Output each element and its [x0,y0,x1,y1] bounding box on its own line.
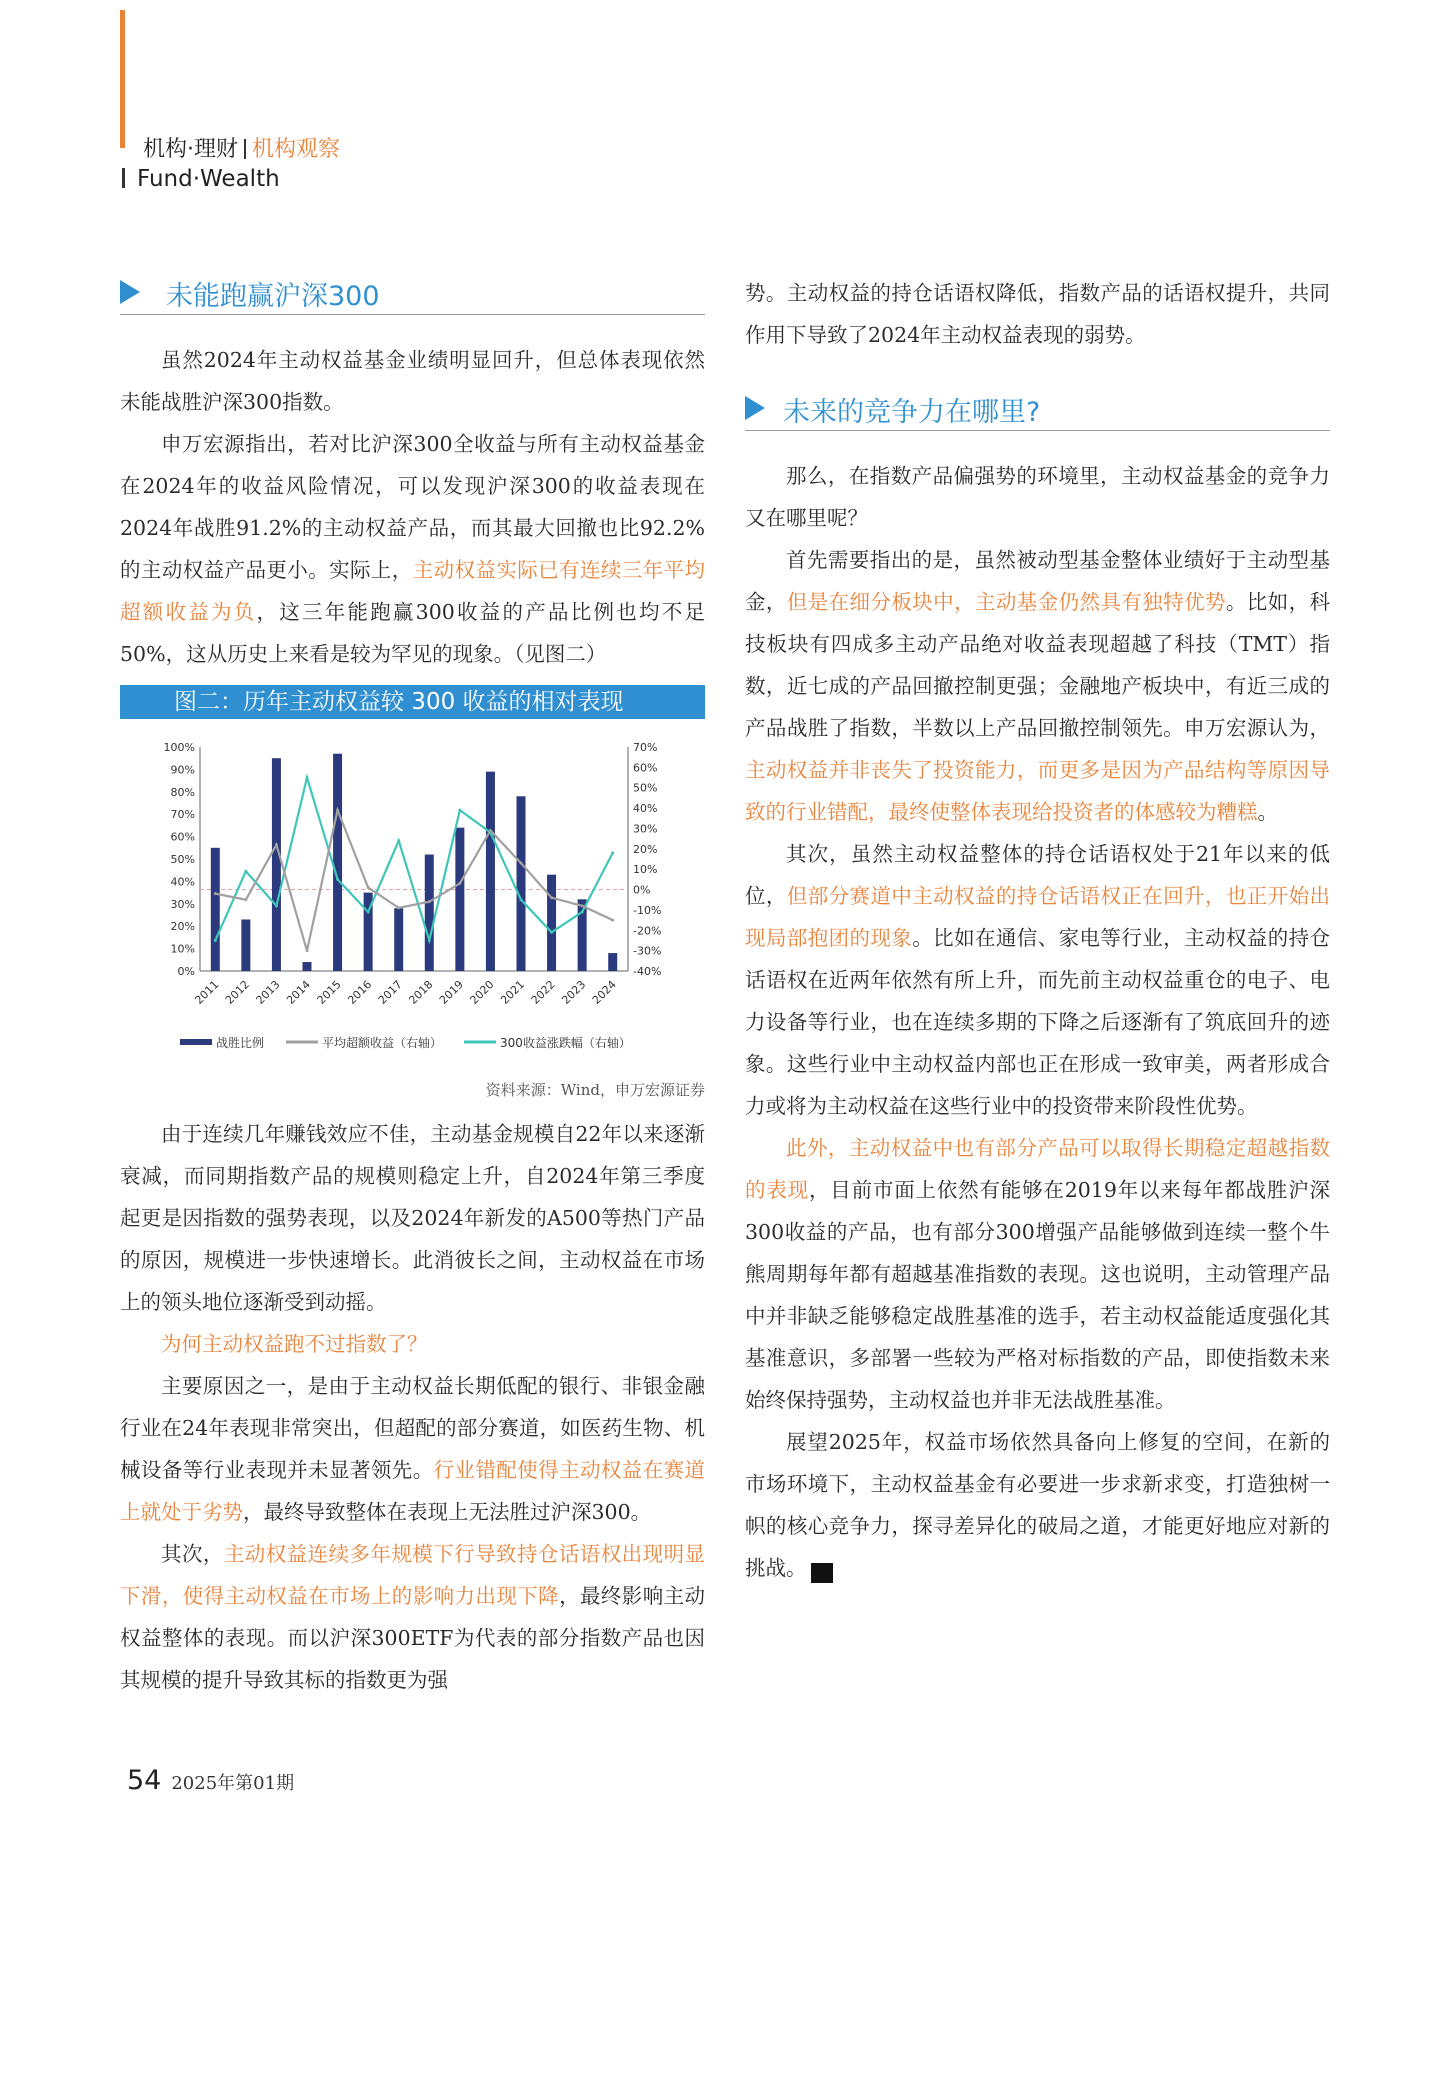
section-heading-left [120,272,705,315]
bar [272,758,281,971]
series-avg-line-point [520,862,523,865]
series-300-line-point [581,910,584,913]
text-run: 。比如，科技板块有四成多主动产品绝对收益表现超越了科技（TMT）指数，近七成的产品回撤控制更强；金融地产板块中，有近三成的产品战胜了指数，半数以上产品回撤控制领先。申万宏源认为， [745,590,1331,740]
x-tick-label: 2011 [192,977,222,1007]
bar [517,796,526,971]
left-tick-label: 100% [163,741,195,754]
series-avg-line-point [336,809,339,812]
x-tick-label: 2015 [314,977,344,1007]
right-tick-label: -20% [633,924,662,938]
left-tick-label: 30% [170,897,195,911]
highlighted-text: 但部分赛道中主动权益的持仓话语权正在回升，也正开始出现局部抱团的现象 [745,884,1331,950]
header-section [143,132,340,163]
bar [241,919,250,971]
left-tick-label: 70% [170,808,195,822]
x-tick-label: 2019 [436,977,466,1007]
bar [547,875,556,971]
end-mark-icon: A [811,1563,833,1583]
paragraph: 由于连续几年赚钱效应不佳，主动基金规模自22年以来逐渐衰减，而同期指数产品的规模则稳定上升，自2024年第三季度起更是因指数的强势表现，以及2024年新发的A500等热门产品的原因，规模进一步快速增长。此消彼长之间，主动权益在市场上的领头地位逐渐受到动摇。 [120,1122,705,1314]
bar [455,828,464,971]
text-run: ，最终导致整体在表现上无法胜过沪深300。 [243,1500,652,1524]
text-run: 。 [1257,800,1278,824]
x-tick-label: 2014 [284,977,314,1007]
section-title: 未能跑赢沪深300 [166,281,380,312]
bar [211,848,220,971]
paragraph [120,1533,705,1701]
series-300-line-point [275,904,278,907]
series-avg-line-point [611,919,614,922]
header-section-name: 机构·理财 [143,137,238,162]
left-tick-label: 80% [170,785,195,799]
figure-title: 图二：历年主动权益较 300 收益的相对表现 [120,685,705,719]
series-300-line-point [214,939,217,942]
right-tick-label: 20% [633,842,658,856]
paragraph [745,539,1330,833]
triangle-icon [745,396,765,420]
question-heading: 为何主动权益跑不过指数了？ [161,1332,428,1356]
left-tick-label: 10% [170,942,195,956]
header-separator [244,139,246,159]
chart [120,719,705,1079]
x-tick-label: 2020 [467,977,497,1007]
text-run: 其次， [161,1542,224,1566]
series-300-line-point [336,878,339,881]
paragraph: 那么，在指数产品偏强势的环境里，主动权益基金的竞争力又在哪里呢？ [745,464,1330,530]
right-tick-label: -30% [633,944,662,958]
left-column [120,272,705,1701]
highlighted-text: 主动权益并非丧失了投资能力，而更多是因为产品结构等原因导致的行业错配，最终使整体表现给投资者的体感较为糟糕 [745,758,1330,824]
text-run: 首先需要指出的是，虽然被动型基金整体业绩好于主动型基金， [745,548,1330,614]
series-avg-line-point [581,904,584,907]
header-accent-bar [120,10,125,148]
x-tick-label: 2023 [559,977,589,1007]
legend-label: 300收益涨跌幅（右轴） [500,1036,631,1050]
legend-label: 平均超额收益（右轴） [322,1036,443,1050]
figure-source: 资料来源：Wind，申万宏源证券 [485,1081,705,1099]
right-column [745,272,1330,1589]
text-run: ，最终影响主动权益整体的表现。而以沪深300ETF为代表的部分指数产品也因其规模的提升导致其标的指数更为强 [120,1584,706,1692]
series-300-line-point [458,809,461,812]
header-english [122,166,280,192]
series-avg-line-point [458,882,461,885]
series-avg-line-point [367,886,370,889]
x-tick-label: 2016 [345,977,375,1007]
paragraph [745,833,1330,1127]
paragraph: 虽然2024年主动权益基金业绩明显回升，但总体表现依然未能战胜沪深300指数。 [120,348,705,414]
bar [394,908,403,971]
bar [303,962,312,971]
paragraph [120,1365,705,1533]
header-english-text: Fund·Wealth [137,166,280,192]
bar [425,855,434,971]
page-number: 54 [127,1765,162,1796]
series-avg-line-point [489,829,492,832]
highlighted-text: 主动权益中也有部分产品可以取得长期稳定超越指数的表现 [745,1136,1331,1202]
series-300-line-point [367,910,370,913]
series-300-line-point [306,776,309,779]
highlighted-text: 主动权益实际已有连续三年平均超额收益为负 [120,558,705,624]
left-tick-label: 0% [177,965,195,978]
header-subsection: 机构观察 [252,137,341,162]
x-tick-label: 2018 [406,977,436,1007]
right-tick-label: 40% [633,802,658,816]
left-tick-label: 50% [170,853,195,866]
bar [333,754,342,971]
series-avg-line-point [306,949,309,952]
right-tick-label: 0% [633,883,651,897]
text-run: 申万宏源指出，若对比沪深300全收益与所有主动权益基金在2024年的收益风险情况，可以发现沪深300的收益表现在2024年战胜91.2%的主动权益产品，而其最大回撤也比92.2%的主动权益产品更小。实际上， [120,432,705,582]
right-tick-label: 30% [633,822,658,836]
series-300-line-point [550,931,553,934]
page-footer [127,1765,294,1796]
right-tick-label: -40% [633,965,662,978]
text-run: 。比如在通信、家电等行业，主动权益的持仓话语权在近两年依然有所上升，而先前主动权益重仓的电子、电力设备等行业，也在连续多期的下降之后逐渐有了筑底回升的迹象。这些行业中主动权益内部也正在形成一致审美，两者形成合力或将为主动权益在这些行业中的投资带来阶段性优势。 [745,926,1331,1118]
left-tick-label: 40% [170,875,195,889]
right-tick-label: -10% [633,903,662,917]
series-300-line-point [520,898,523,901]
legend-label: 战胜比例 [216,1036,265,1050]
series-300-line-point [397,839,400,842]
text-run: 展望2025年，权益市场依然具备向上修复的空间，在新的市场环境下，主动权益基金有必要进一步求新求变，打造独树一帜的核心竞争力，探寻差异化的破局之道，才能更好地应对新的挑战。 [745,1430,1330,1580]
series-avg-line-point [244,898,247,901]
left-tick-label: 90% [170,763,195,777]
bar [608,953,617,971]
paragraph: 势。主动权益的持仓话语权降低，指数产品的话语权提升，共同作用下导致了2024年主动权益表现的弱势。 [745,281,1330,347]
section-title: 未来的竞争力在哪里? [783,397,1041,428]
highlighted-text: 行业错配使得主动权益在赛道上就处于劣势 [120,1458,706,1524]
text-run: ，这三年能跑赢300收益的产品比例也均不足50%，这从历史上来看是较为罕见的现象。（见图二） [120,600,705,666]
chart-svg [120,719,705,1079]
x-tick-label: 2013 [253,977,283,1007]
text-run: 主要原因之一，是由于主动权益长期低配的银行、非银金融行业在24年表现非常突出，但超配的部分赛道，如医药生物、机械设备等行业表现并未显著领先。 [120,1374,705,1482]
series-avg-line-point [214,892,217,895]
paragraph [745,1421,1330,1589]
left-tick-label: 60% [170,830,195,844]
right-tick-label: 60% [633,761,658,775]
right-tick-label: 10% [633,863,658,877]
series-300-line-point [611,851,614,854]
x-tick-label: 2017 [375,977,405,1007]
header-english-tick [122,168,125,188]
paragraph [120,423,705,675]
x-tick-label: 2021 [498,977,528,1007]
series-avg-line-point [428,900,431,903]
text-run: 其次，虽然主动权益整体的持仓话语权处于21年以来的低位， [745,842,1330,908]
text-run: ，目前市面上依然有能够在2019年以来每年都战胜沪深300收益的产品，也有部分300增强产品能够做到连续一整个牛熊周期每年都有超越基准指数的表现。这也说明，主动管理产品中并非缺乏能够稳定战胜基准的选手，若主动权益能适度强化其基准意识，多部署一些较为严格对标指数的产品，即使指数未来始终保持强势，主动权益也并非无法战胜基准。 [745,1178,1331,1412]
section-heading-right [745,388,1330,431]
highlighted-text: 主动权益连续多年规模下行导致持仓话语权出现明显下滑，使得主动权益在市场上的影响力出现下降 [120,1542,706,1608]
series-avg-line-point [397,906,400,909]
left-tick-label: 20% [170,920,195,934]
series-300-line-point [244,870,247,873]
x-tick-label: 2024 [589,977,619,1007]
triangle-icon [120,280,140,304]
x-tick-label: 2022 [528,977,558,1007]
x-tick-label: 2012 [222,977,252,1007]
legend-swatch [180,1039,212,1045]
right-tick-label: 70% [633,741,658,754]
right-tick-label: 50% [633,781,658,795]
highlighted-text: 但是在细分板块中，主动基金仍然具有独特优势 [786,590,1226,614]
highlighted-text: 此外， [786,1136,849,1160]
paragraph [745,1127,1330,1421]
bar [486,772,495,971]
issue-label: 2025年第01期 [171,1773,295,1794]
series-300-line-point [428,939,431,942]
series-avg-line-point [550,896,553,899]
series-avg-line-point [275,843,278,846]
